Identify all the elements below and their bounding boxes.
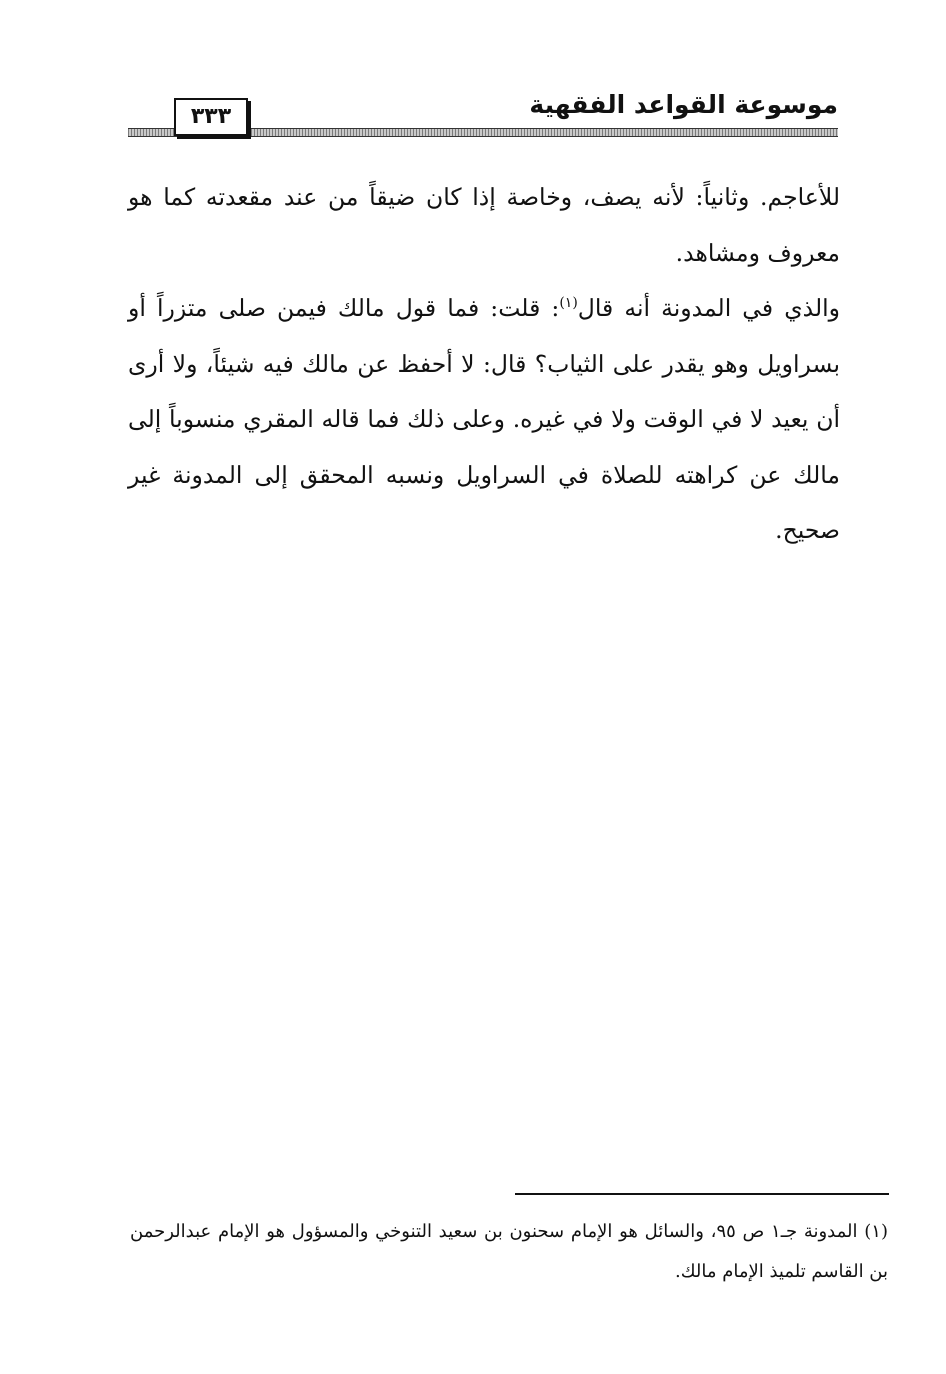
page-number: ٣٣٣	[174, 98, 248, 136]
footnote-reference: (١)	[559, 295, 578, 312]
footnote	[130, 1212, 888, 1292]
footnote-marker: (١)	[864, 1221, 888, 1242]
footnotes	[130, 1212, 888, 1292]
footnote-text: المدونة جـ١ ص ٩٥، والسائل هو الإمام سحنون بن سعيد التنوخي والمسؤول هو الإمام عبدالرحمن بن القاسم تلميذ الإمام مالك.	[130, 1221, 888, 1282]
paragraph-text: : قلت: فما قول مالك فيمن صلى متزراً أو بسراويل وهو يقدر على الثياب؟ قال: لا أحفظ عن مالك فيه شيئاً، ولا أرى أن يعيد لا في الوقت ولا في غيره. وعلى ذلك فما قاله المقري منسوباً إلى مالك عن كراهته للصلاة في السراويل ونسبه المحقق إلى المدونة غير صحيح.	[128, 294, 840, 544]
footnote-separator	[515, 1193, 889, 1195]
page-header	[128, 86, 838, 142]
main-text	[128, 170, 840, 559]
paragraph-text: والذي في المدونة أنه قال	[577, 294, 840, 322]
paragraph	[128, 281, 840, 559]
paragraph: للأعاجم. وثانياً: لأنه يصف، وخاصة إذا كان ضيقاً من عند مقعدته كما هو معروف ومشاهد.	[128, 183, 840, 267]
book-title: موسوعة القواعد الفقهية	[529, 90, 838, 119]
